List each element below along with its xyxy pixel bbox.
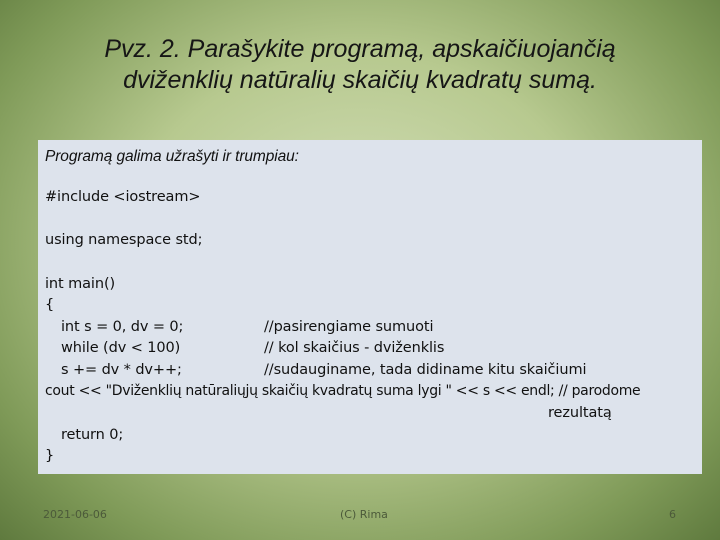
code-using: using namespace std; — [45, 232, 203, 248]
code-stmt-1: int s = 0, dv = 0; — [61, 319, 184, 335]
slide-title — [20, 34, 700, 96]
code-close-brace: } — [45, 448, 55, 464]
title-line-1: Pvz. 2. Parašykite programą, apskaičiuojančią — [104, 35, 616, 63]
code-comment-1: //pasirengiame sumuoti — [264, 319, 434, 335]
title-line-2: dviženklių natūralių skaičių kvadratų sumą. — [123, 66, 597, 94]
footer-author: (C) Rima — [340, 508, 388, 521]
code-include: #include <iostream> — [45, 189, 201, 205]
code-comment-3: //sudauginame, tada didiname kitu skaičiumi — [264, 362, 587, 378]
code-return: return 0; — [61, 427, 124, 443]
code-box — [38, 140, 702, 474]
code-cout-line: cout << "Dviženklių natūraliųjų skaičių kvadratų suma lygi " << s << endl; // parodome — [45, 383, 641, 399]
code-stmt-2: while (dv < 100) — [61, 340, 181, 356]
code-cout-wrap: rezultatą — [548, 405, 612, 421]
code-comment-2: // kol skaičius - dviženklis — [264, 340, 445, 356]
intro-text: Programą galima užrašyti ir trumpiau: — [45, 148, 299, 165]
footer-page-number: 6 — [669, 508, 676, 521]
code-stmt-3: s += dv * dv++; — [61, 362, 182, 378]
footer-date: 2021-06-06 — [43, 508, 107, 521]
code-open-brace: { — [45, 297, 55, 313]
code-main-signature: int main() — [45, 276, 116, 292]
